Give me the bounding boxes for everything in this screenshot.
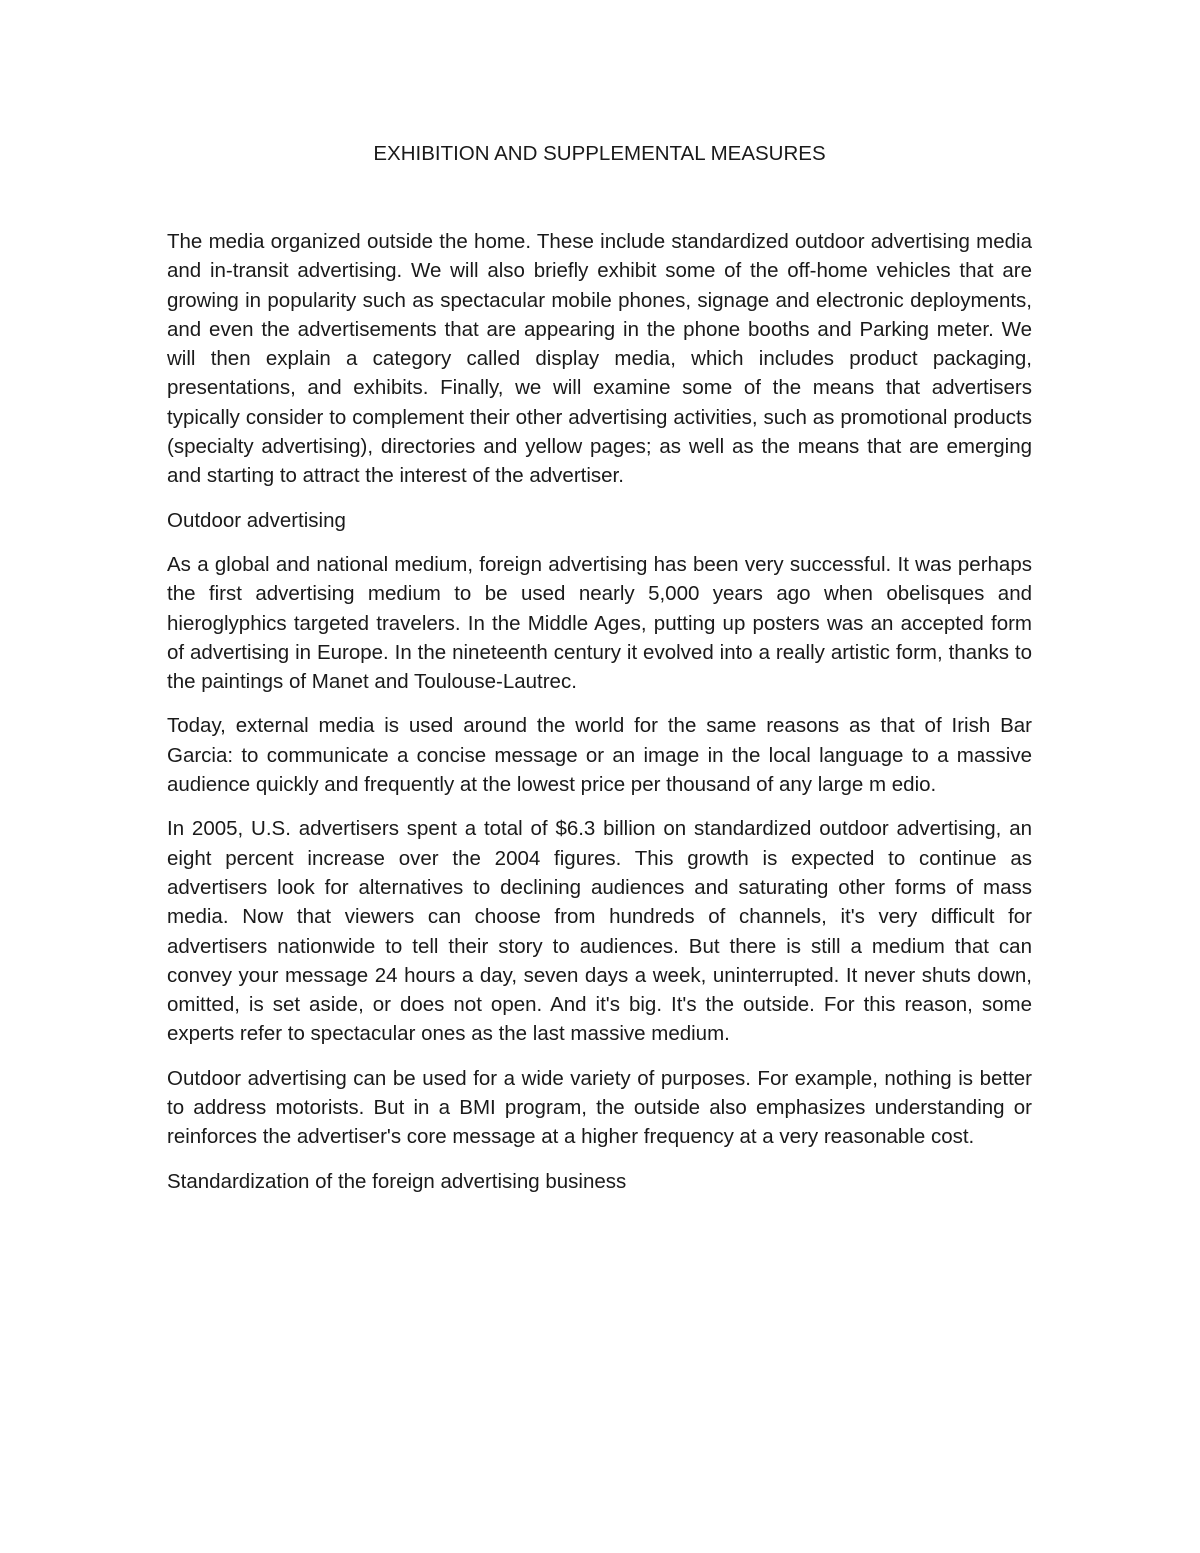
document-title: EXHIBITION AND SUPPLEMENTAL MEASURES xyxy=(373,142,826,165)
document-page xyxy=(167,140,1032,1211)
paragraph-history: As a global and national medium, foreign advertising has been very successful. It was perhaps the first advertising medium to be used nearly 5,000 years ago when obelisques and hieroglyphics targeted travelers. In the Middle Ages, putting up posters was an accepted form of advertising in Europe. In the nineteenth century it evolved into a really artistic form, thanks to the paintings of Manet and Toulouse-Lautrec. xyxy=(167,552,1032,694)
intro-paragraph: The media organized outside the home. These include standardized outdoor advertising media and in-transit advertising. We will also briefly exhibit some of the off-home vehicles that are growing in popularity such as spectacular mobile phones, signage and electronic deployments, and even the advertisements that are appearing in the phone booths and Parking meter. We will then explain a category called display media, which includes product packaging, presentations, and exhibits. Finally, we will examine some of the means that advertisers typically consider to complement their other advertising activities, such as promotional products (specialty advertising), directories and yellow pages; as well as the means that are emerging and starting to attract the interest of the advertiser. xyxy=(167,230,1032,488)
paragraph-2005-spending: In 2005, U.S. advertisers spent a total of $6.3 billion on standardized outdoor advertising, an eight percent increase over the 2004 figures. This growth is expected to continue as advertisers look for alternatives to declining audiences and saturating other forms of mass media. Now that viewers can choose from hundreds of channels, it's very difficult for advertisers nationwide to tell their story to audiences. But there is still a medium that can convey your message 24 hours a day, seven days a week, uninterrupted. It never shuts down, omitted, is set aside, or does not open. And it's big. It's the outside. For this reason, some experts refer to spectacular ones as the last massive medium. xyxy=(167,817,1032,1046)
paragraph-today: Today, external media is used around the world for the same reasons as that of Irish Bar Garcia: to communicate a concise message or an image in the local language to a massive audience quickly and frequently at the lowest price per thousand of any large m edio. xyxy=(167,714,1032,797)
paragraph-purposes: Outdoor advertising can be used for a wide variety of purposes. For example, nothing is better to address motorists. But in a BMI program, the outside also emphasizes understanding or reinforces the advertiser's core message at a higher frequency at a very reasonable cost. xyxy=(167,1066,1032,1149)
section-heading-outdoor-advertising: Outdoor advertising xyxy=(167,508,346,532)
section-heading-standardization: Standardization of the foreign advertising business xyxy=(167,1169,627,1193)
